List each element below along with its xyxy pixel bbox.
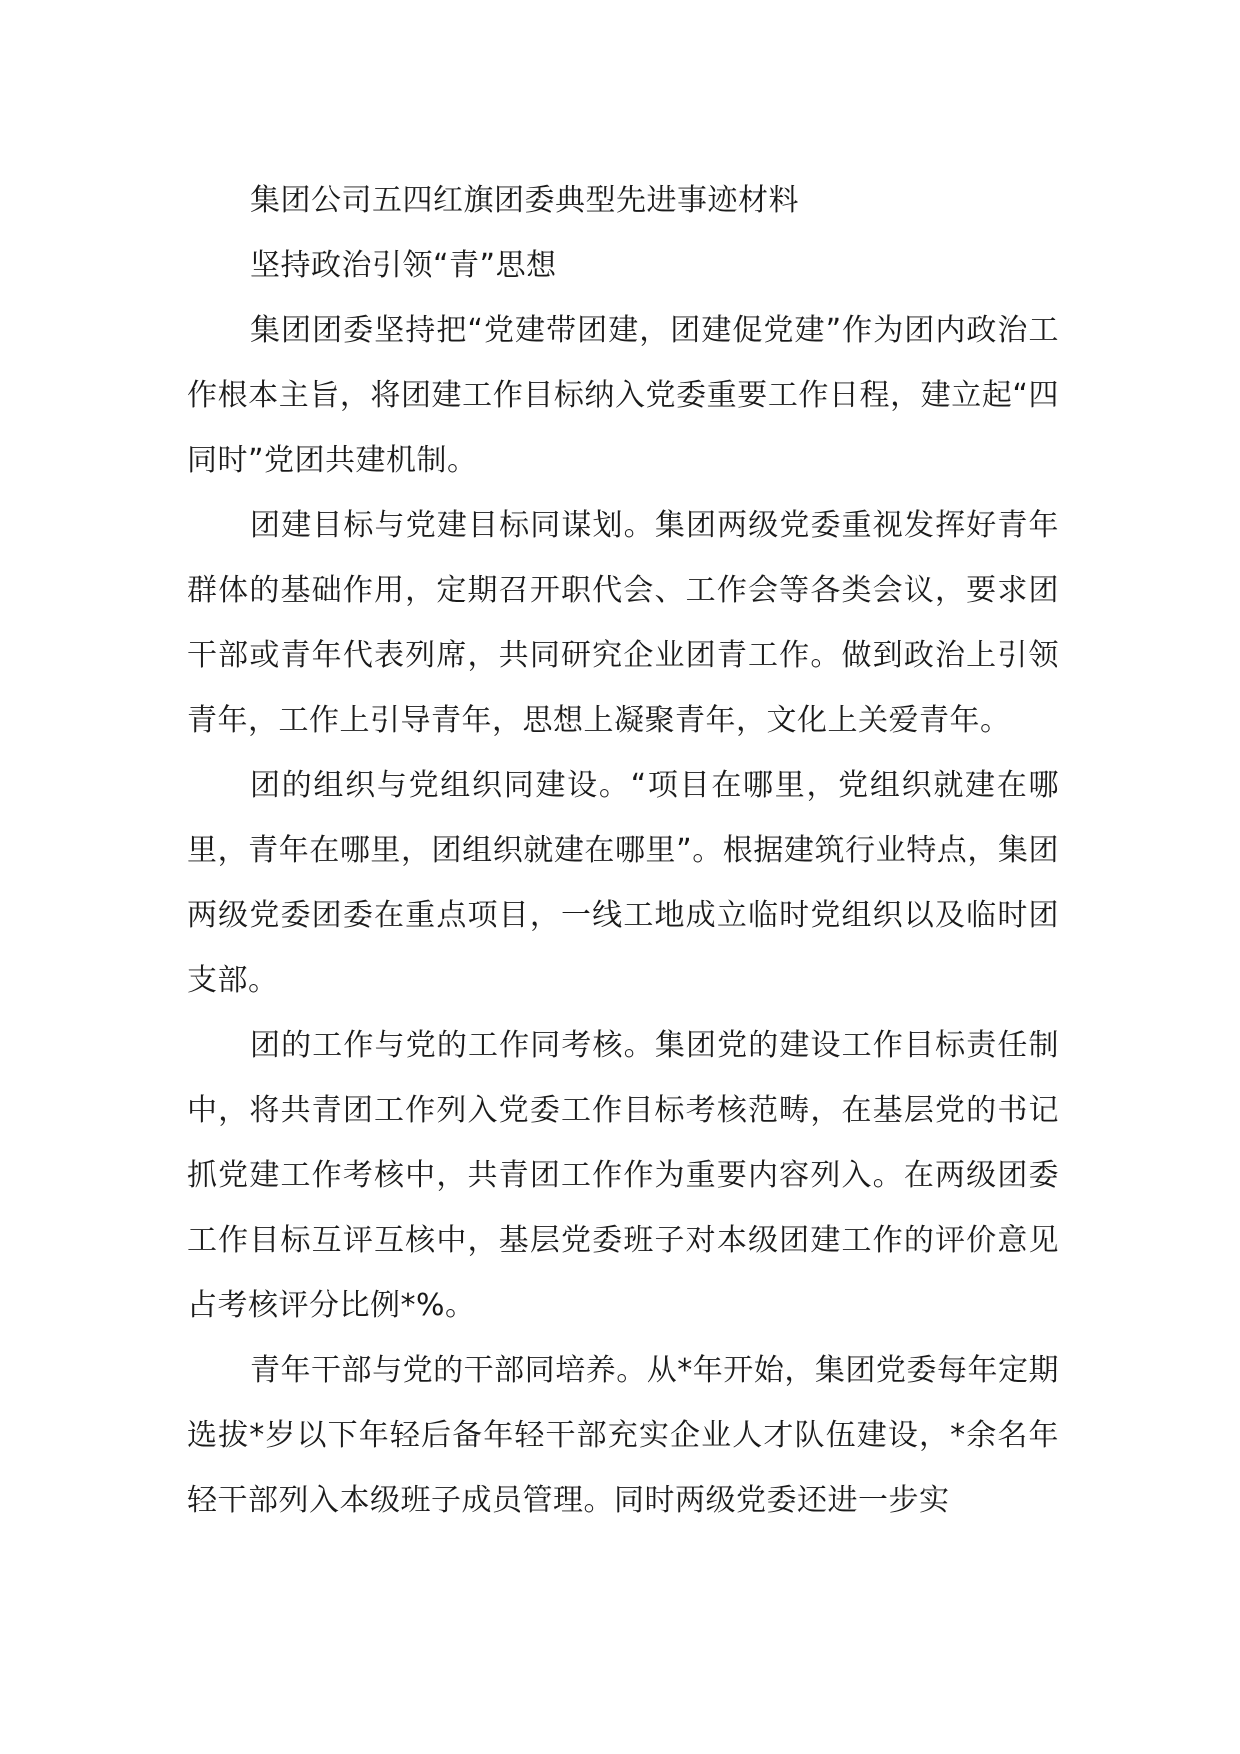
- paragraph-planning: 团建目标与党建目标同谋划。集团两级党委重视发挥好青年群体的基础作用，定期召开职代会、工作会等各类会议，要求团干部或青年代表列席，共同研究企业团青工作。做到政治上引领青年，工作上引导青年，思想上凝聚青年，文化上关爱青年。: [187, 508, 1059, 738]
- paragraph-organization: 团的组织与党组织同建设。“项目在哪里，党组织就建在哪里，青年在哪里，团组织就建在哪里”。根据建筑行业特点，集团两级党委团委在重点项目，一线工地成立临时党组织以及临时团支部。: [187, 768, 1059, 998]
- paragraph-assessment: 团的工作与党的工作同考核。集团党的建设工作目标责任制中，将共青团工作列入党委工作目标考核范畴，在基层党的书记抓党建工作考核中，共青团工作作为重要内容列入。在两级团委工作目标互评互核中，基层党委班子对本级团建工作的评价意见占考核评分比例*%。: [187, 1028, 1059, 1323]
- document-body: [187, 168, 1059, 1533]
- section-heading: 坚持政治引领“青”思想: [250, 248, 557, 283]
- paragraph-training: 青年干部与党的干部同培养。从*年开始，集团党委每年定期选拔*岁以下年轻后备年轻干部充实企业人才队伍建设，*余名年轻干部列入本级班子成员管理。同时两级党委还进一步实: [187, 1353, 1059, 1518]
- document-title: 集团公司五四红旗团委典型先进事迹材料: [250, 183, 799, 218]
- paragraph-intro: 集团团委坚持把“党建带团建，团建促党建”作为团内政治工作根本主旨，将团建工作目标纳入党委重要工作日程，建立起“四同时”党团共建机制。: [187, 313, 1059, 478]
